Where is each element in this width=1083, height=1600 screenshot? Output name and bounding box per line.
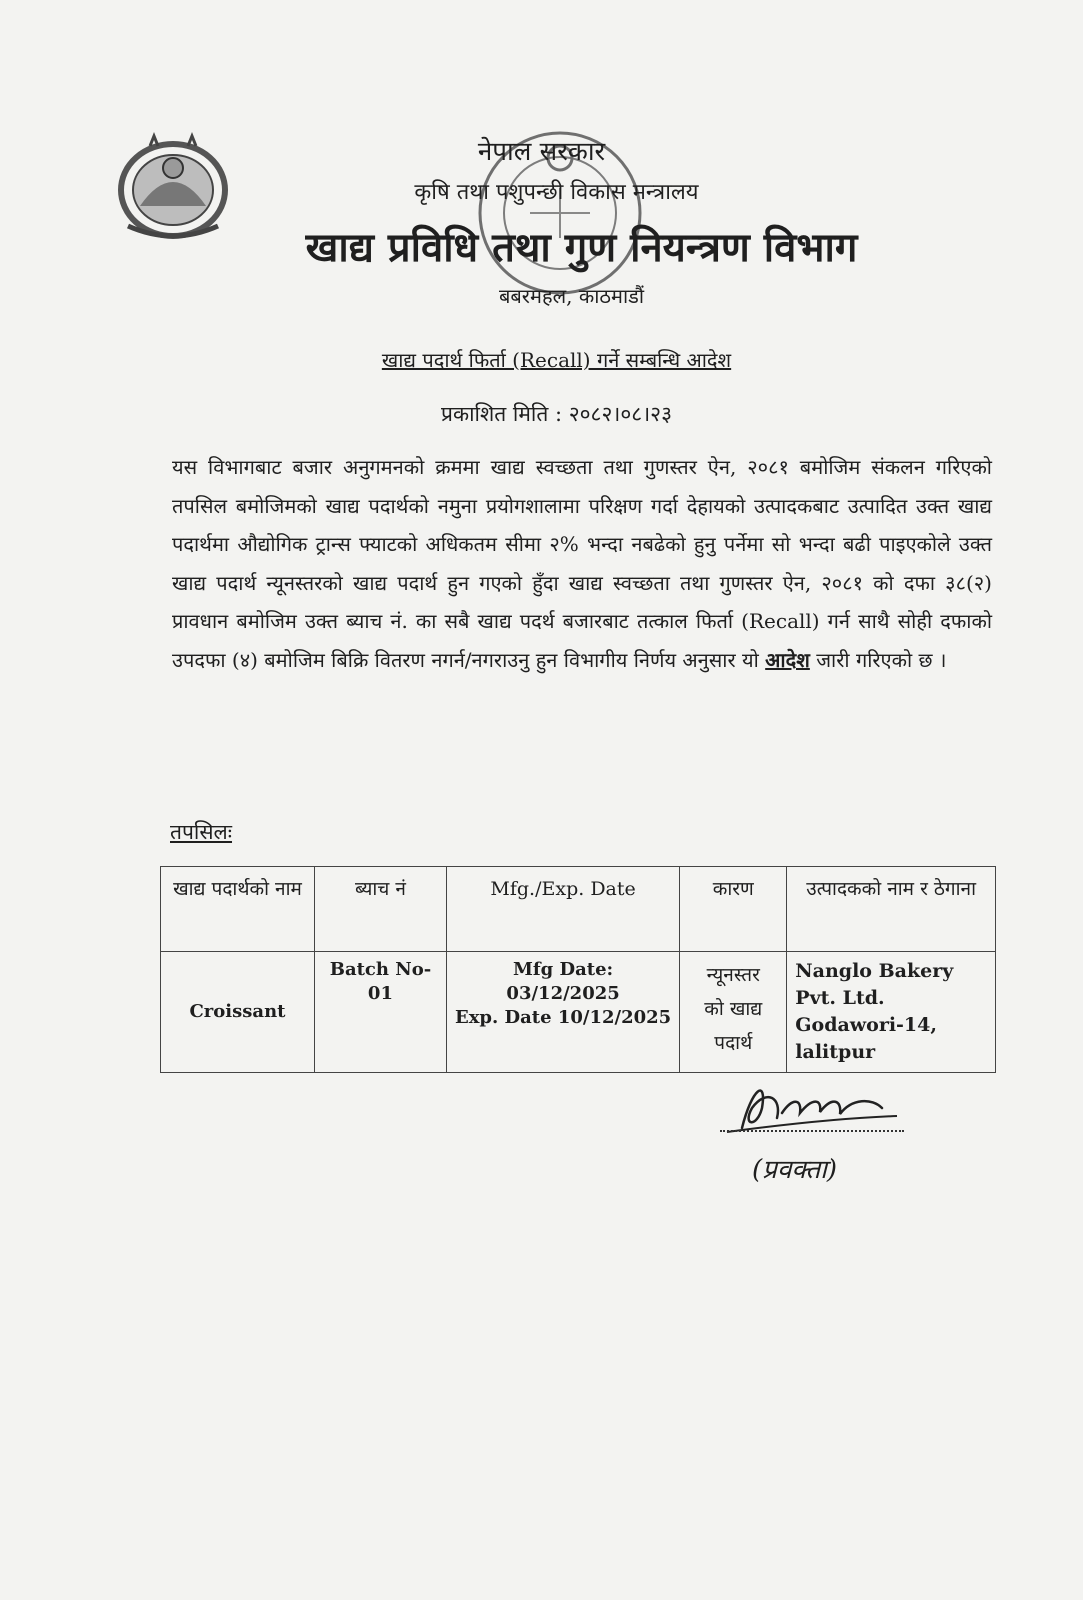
table-header-cell: उत्पादकको नाम र ठेगाना	[787, 867, 996, 952]
product-cell	[161, 952, 315, 1073]
table-header-cell: ब्याच नं	[314, 867, 446, 952]
details-heading: तपसिलः	[170, 820, 233, 844]
reason-cell	[680, 952, 787, 1073]
exp-date: Exp. Date 10/12/2025	[454, 1007, 672, 1028]
letterhead-government: नेपाल सरकार	[477, 137, 606, 167]
batch-line: Batch No-	[329, 959, 432, 980]
table-row	[161, 952, 996, 1073]
letterhead-address: बबरमहल, काठमाडौं	[498, 284, 645, 308]
batch-line: 01	[367, 983, 393, 1004]
table-header-row	[161, 867, 996, 952]
published-date: प्रकाशित मिति : २०८२।०८।२३	[441, 402, 672, 426]
reason-line: को खाद्य	[704, 998, 763, 1020]
manufacturer-cell	[787, 952, 996, 1073]
letterhead-department: खाद्य प्रविधि तथा गुण नियन्त्रण विभाग	[305, 224, 858, 271]
manufacturer-line: Pvt. Ltd.	[795, 987, 885, 1009]
mfg-date: Mfg Date: 03/12/2025	[506, 959, 620, 1004]
body-text-main: यस विभागबाट बजार अनुगमनको क्रममा खाद्य स्वच्छता तथा गुणस्तर ऐन, २०८१ बमोजिम संकलन गरिएको तपसिल बमोजिमको खाद्य पदार्थको नमुना प्रयोगशालामा परिक्षण गर्दा देहायको उत्पादकबाट उत्पादित उक्त खाद्य पदार्थमा औद्योगिक ट्रान्स फ्याटको अधिकतम सीमा २% भन्दा नबढेको हुनु पर्नेमा सो भन्दा बढी पाइएकोले उक्त खाद्य पदार्थ न्यूनस्तरको खाद्य पदार्थ हुन गएको हुँदा खाद्य स्वच्छता तथा गुणस्तर ऐन, २०८१ को दफा ३८(२) प्रावधान बमोजिम उक्त ब्याच नं. का सबै खाद्य पदर्थ बजारबाट तत्काल फिर्ता (Recall) गर्न साथै सोही दफाको उपदफा (४) बमोजिम बिक्रि वितरण नगर्न/नगराउनु हुन विभागीय निर्णय अनुसार यो	[172, 455, 992, 672]
table-header-cell: खाद्य पदार्थको नाम	[161, 867, 315, 952]
manufacturer-line: lalitpur	[795, 1041, 876, 1063]
date-cell	[446, 952, 679, 1073]
table-header-cell: Mfg./Exp. Date	[446, 867, 679, 952]
batch-cell	[314, 952, 446, 1073]
reason-line: पदार्थ	[714, 1032, 753, 1054]
body-text-end: जारी गरिएको छ ।	[816, 647, 947, 672]
body-text-emphasis: आदेश	[765, 647, 810, 672]
table-header-cell: कारण	[680, 867, 787, 952]
reason-line: न्यूनस्तर	[706, 964, 760, 986]
manufacturer-line: Godawori-14,	[795, 1014, 937, 1036]
signatory-designation: (प्रवक्ता)	[752, 1155, 838, 1185]
recall-details-table	[160, 866, 996, 1073]
product-name: Croissant	[189, 1001, 286, 1022]
letterhead-ministry: कृषि तथा पशुपन्छी विकास मन्त्रालय	[414, 180, 699, 205]
manufacturer-line: Nanglo Bakery	[795, 960, 954, 982]
body-paragraph	[172, 448, 992, 680]
document-subject: खाद्य पदार्थ फिर्ता (Recall) गर्ने सम्बन्धि आदेश	[381, 348, 732, 372]
signature-line	[720, 1130, 904, 1132]
